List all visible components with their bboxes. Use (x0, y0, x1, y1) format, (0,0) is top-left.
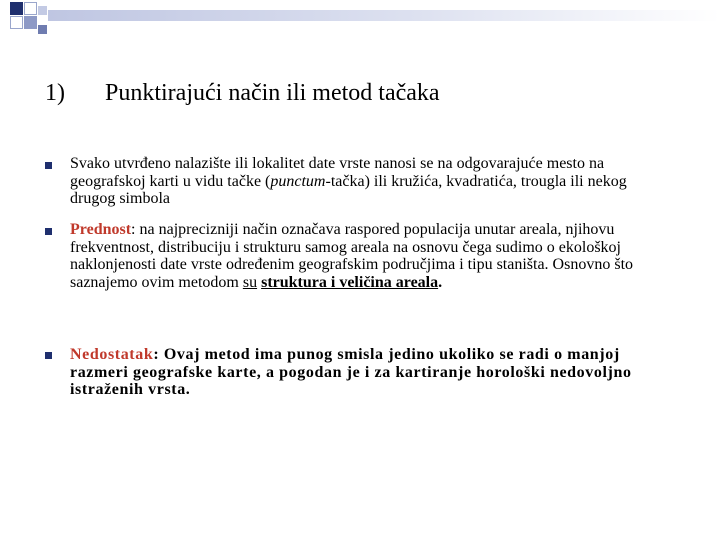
bullet-1-italic: punctum (270, 172, 326, 190)
decor-square-outline (24, 2, 37, 15)
disadvantage-text: : Ovaj metod ima punog smisla jedino ukoliko se radi o manjoj razmeri geografske karte, a pogodan je i za kartiranje horološki nedovoljno istraženih vrsta. (70, 346, 632, 398)
bullet-1-part1: Svako utvrđeno nalazište ili lokalitet date vrste nanosi se na odgovarajuće mesto na geografskoj karti u vidu tačke ( (70, 155, 605, 190)
advantage-end: . (438, 273, 443, 291)
title-number: 1) (45, 80, 65, 106)
advantage-emph-bold: struktura i veličina areala (261, 273, 439, 291)
slide-title (45, 79, 440, 107)
decor-square-outline (10, 16, 23, 29)
disadvantage-label: Nedostatak (70, 346, 154, 363)
decor-gradient-bar (48, 10, 720, 21)
title-text: Punktirajući način ili metod tačaka (105, 80, 440, 106)
decor-square-light (24, 16, 37, 29)
advantage-emph-plain: su (242, 273, 258, 291)
decor-square-small (38, 25, 47, 34)
bullet-text-3 (70, 346, 670, 399)
decor-square-small (38, 6, 47, 15)
bullet-text-2 (70, 221, 670, 291)
decor-square-dark (10, 2, 23, 15)
bullet-text-1 (70, 155, 670, 208)
advantage-label: Prednost (70, 221, 132, 238)
bullet-marker (45, 162, 52, 169)
advantage-colon: : (131, 221, 136, 238)
bullet-marker (45, 352, 52, 359)
advantage-text: na najprecizniji način označava raspored populacija unutar areala, njihovu frekventnost, distribuciju i strukturu samog areala na osnovu čega sudimo o ekološkoj naklonjenosti date vrste određenim geografskim područjima i tipu staništa. Osnovno što saznajemo ovim metodom (70, 221, 634, 291)
bullet-marker (45, 228, 52, 235)
bullet-1-part2: -tačka) ili kružića, kvadratića, trougla ili nekog drugog simbola (70, 172, 627, 207)
